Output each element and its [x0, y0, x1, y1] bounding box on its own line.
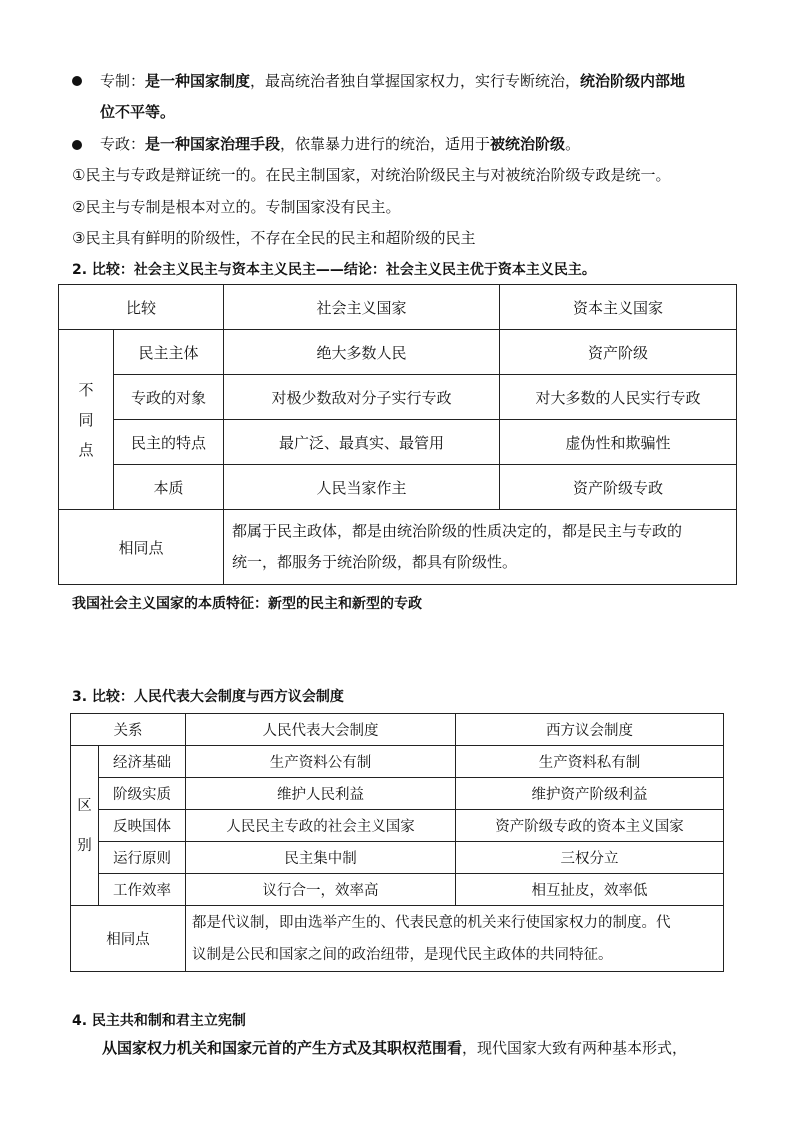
table-cell: 三权分立 [456, 842, 724, 874]
table-row [59, 375, 737, 420]
table-row [71, 746, 724, 778]
table-row [71, 874, 724, 906]
similarities-text: 都属于民主政体，都是由统治阶级的性质决定的，都是民主与专政的 统一，都服务于统治阶级，都具有阶级性。 [224, 510, 737, 585]
table-cell: 人民当家作主 [224, 465, 500, 510]
differences-label: 不 同 点 [59, 330, 114, 510]
table-cell: 最广泛、最真实、最管用 [224, 420, 500, 465]
table-cell: 民主集中制 [186, 842, 456, 874]
table-row [59, 420, 737, 465]
row-label: 本质 [114, 465, 224, 510]
row-label: 工作效率 [99, 874, 186, 906]
table-cell: 资产阶级专政的资本主义国家 [456, 810, 724, 842]
table-cell: 虚伪性和欺骗性 [500, 420, 737, 465]
section-3-heading: 3. 比较：人民代表大会制度与西方议会制度 [72, 689, 344, 705]
table-cell: 维护人民利益 [186, 778, 456, 810]
point-2: ②民主与专制是根本对立的。专制国家没有民主。 [72, 198, 401, 216]
header-cell: 资本主义国家 [500, 285, 737, 330]
row-label: 专政的对象 [114, 375, 224, 420]
bullet-2 [72, 140, 82, 150]
autocracy-line-2: 位不平等。 [100, 103, 176, 121]
row-label: 反映国体 [99, 810, 186, 842]
similarities-text: 都是代议制，即由选举产生的、代表民意的机关来行使国家权力的制度。代 议制是公民和国家之间的政治纽带，是现代民主政体的共同特征。 [186, 906, 724, 972]
table-cell: 对极少数敌对分子实行专政 [224, 375, 500, 420]
essential-feature-note: 我国社会主义国家的本质特征：新型的民主和新型的专政 [72, 596, 422, 612]
row-label: 民主主体 [114, 330, 224, 375]
table-header-row [59, 285, 737, 330]
table-row [59, 465, 737, 510]
row-label: 运行原则 [99, 842, 186, 874]
democracy-comparison-table [58, 284, 737, 585]
congress-comparison-table [70, 713, 724, 972]
table-header-row [71, 714, 724, 746]
header-cell: 西方议会制度 [456, 714, 724, 746]
row-label: 民主的特点 [114, 420, 224, 465]
section-4-paragraph: 从国家权力机关和国家元首的产生方式及其职权范围看，现代国家大致有两种基本形式， [102, 1039, 688, 1057]
section-4-heading: 4. 民主共和制和君主立宪制 [72, 1013, 246, 1029]
similarities-row [59, 510, 737, 585]
similarities-label: 相同点 [59, 510, 224, 585]
table-row [71, 778, 724, 810]
header-cell: 关系 [71, 714, 186, 746]
header-cell: 比较 [59, 285, 224, 330]
dictatorship-line: 专政：是一种国家治理手段，依靠暴力进行的统治，适用于被统治阶级。 [100, 135, 581, 153]
table-cell: 维护资产阶级利益 [456, 778, 724, 810]
point-3: ③民主具有鲜明的阶级性，不存在全民的民主和超阶级的民主 [72, 229, 476, 247]
table-cell: 资产阶级专政 [500, 465, 737, 510]
table-cell: 生产资料私有制 [456, 746, 724, 778]
table-cell: 对大多数的人民实行专政 [500, 375, 737, 420]
table-row [71, 810, 724, 842]
table-cell: 资产阶级 [500, 330, 737, 375]
similarities-row [71, 906, 724, 972]
header-cell: 社会主义国家 [224, 285, 500, 330]
bullet-1 [72, 76, 82, 86]
table-cell: 议行合一，效率高 [186, 874, 456, 906]
similarities-label: 相同点 [71, 906, 186, 972]
point-1: ①民主与专政是辩证统一的。在民主制国家，对统治阶级民主与对被统治阶级专政是统一。 [72, 166, 671, 184]
table-cell: 绝大多数人民 [224, 330, 500, 375]
table-row [71, 842, 724, 874]
row-label: 经济基础 [99, 746, 186, 778]
table-cell: 生产资料公有制 [186, 746, 456, 778]
table-cell: 相互扯皮，效率低 [456, 874, 724, 906]
differences-label: 区 别 [71, 746, 99, 906]
table-cell: 人民民主专政的社会主义国家 [186, 810, 456, 842]
table-row [59, 330, 737, 375]
header-cell: 人民代表大会制度 [186, 714, 456, 746]
autocracy-line-1: 专制：是一种国家制度，最高统治者独自掌握国家权力，实行专断统治，统治阶级内部地 [100, 72, 686, 90]
row-label: 阶级实质 [99, 778, 186, 810]
section-2-heading: 2. 比较：社会主义民主与资本主义民主——结论：社会主义民主优于资本主义民主。 [72, 262, 596, 278]
